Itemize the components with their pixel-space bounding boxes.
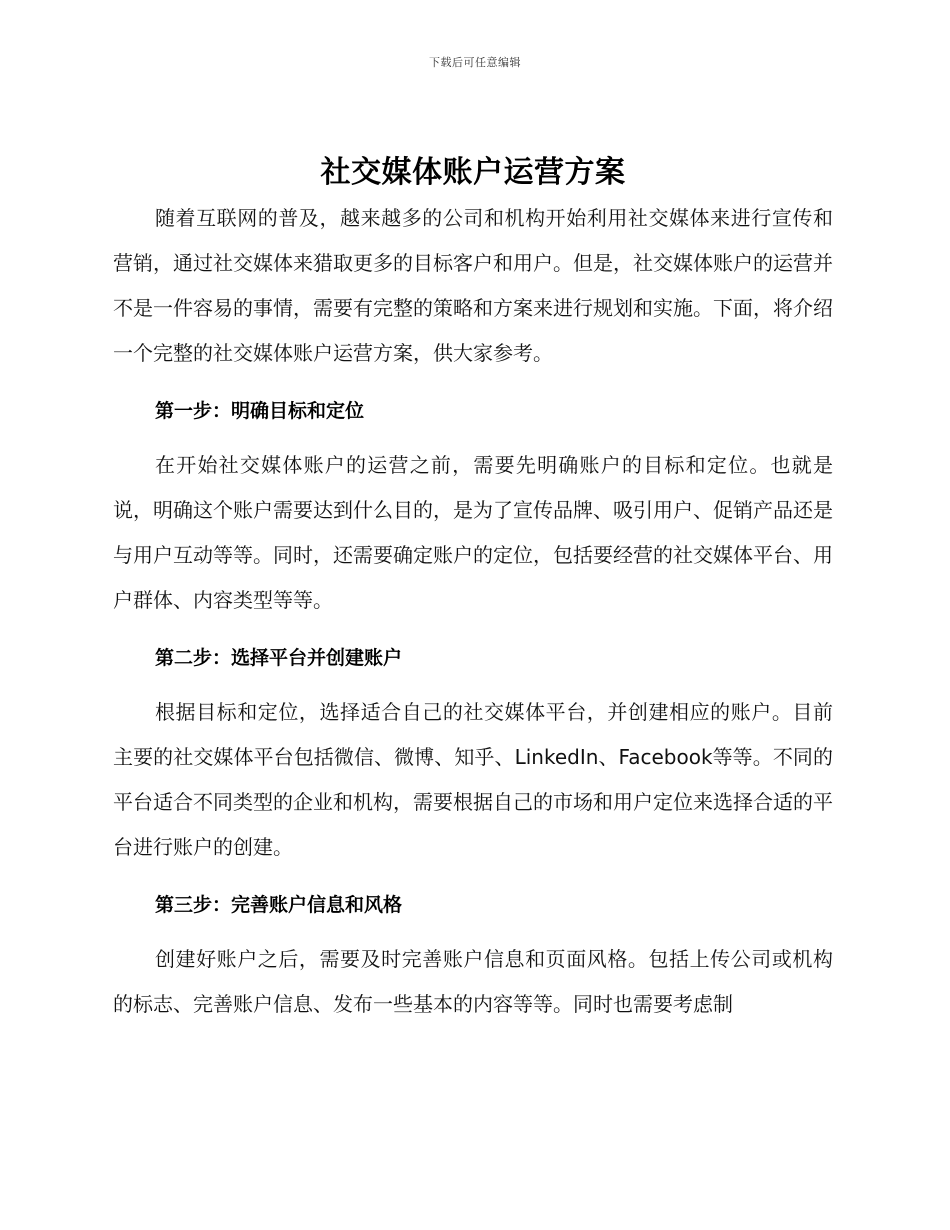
document-title: 社交媒体账户运营方案 [320,155,626,190]
section-body-1: 在开始社交媒体账户的运营之前，需要先明确账户的目标和定位。也就是说，明确这个账户需要达到什么目的，是为了宣传品牌、吸引用户、促销产品还是与用户互动等等。同时，还需要确定账户的定位，包括要经营的社交媒体平台、用户群体、内容类型等等。 [113,453,833,612]
header-note: 下载后可任意编辑 [429,56,521,69]
section-body-3: 创建好账户之后，需要及时完善账户信息和页面风格。包括上传公司或机构的标志、完善账户信息、发布一些基本的内容等等。同时也需要考虑制 [113,947,833,1016]
section-body-2: 根据目标和定位，选择适合自己的社交媒体平台，并创建相应的账户。目前主要的社交媒体平台包括微信、微博、知乎、LinkedIn、Facebook等等。不同的平台适合不同类型的企业和机构，需要根据自己的市场和用户定位来选择合适的平台进行账户的创建。 [113,700,833,859]
spacer [113,870,833,877]
intro-paragraph: 随着互联网的普及，越来越多的公司和机构开始利用社交媒体来进行宣传和营销，通过社交媒体来猎取更多的目标客户和用户。但是，社交媒体账户的运营并不是一件容易的事情，需要有完整的策略和方案来进行规划和实施。下面，将介绍一个完整的社交媒体账户运营方案，供大家参考。 [113,206,833,365]
section-heading-3: 第三步：完善账户信息和风格 [155,894,403,916]
section-heading-2: 第二步：选择平台并创建账户 [155,647,403,669]
section-heading-1: 第一步：明确目标和定位 [155,400,365,422]
spacer [113,376,833,383]
spacer [113,623,833,630]
document-content [113,150,833,1027]
